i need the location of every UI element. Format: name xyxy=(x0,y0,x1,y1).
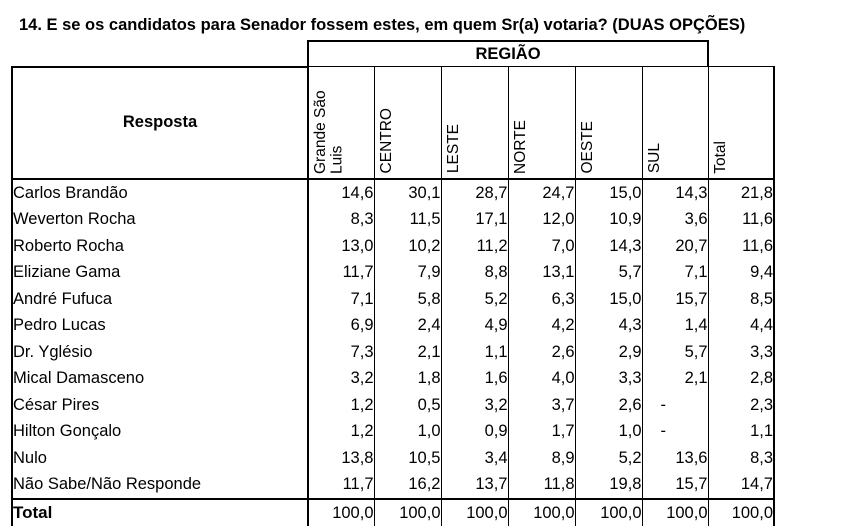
table-row xyxy=(12,365,774,392)
table-cell: 16,2 xyxy=(374,471,441,499)
table-cell: 100,0 xyxy=(708,499,774,526)
table-row xyxy=(12,392,774,419)
table-cell: 4,3 xyxy=(575,312,642,339)
column-header-norte xyxy=(508,67,575,179)
table-row xyxy=(12,445,774,472)
row-header: Resposta xyxy=(12,67,308,179)
table-cell: 6,9 xyxy=(308,312,374,339)
table-cell: 8,3 xyxy=(708,445,774,472)
table-cell: 8,5 xyxy=(708,286,774,313)
table-cell: 2,6 xyxy=(508,339,575,366)
column-header-centro xyxy=(374,67,441,179)
table-cell: 8,3 xyxy=(308,206,374,233)
table-cell: 20,7 xyxy=(642,233,708,260)
row-label: Eliziane Gama xyxy=(12,259,308,286)
column-label: OESTE xyxy=(580,121,596,174)
table-cell: 8,9 xyxy=(508,445,575,472)
row-label: Não Sabe/Não Responde xyxy=(12,471,308,499)
row-label: Carlos Brandão xyxy=(12,179,308,207)
table-cell: 2,9 xyxy=(575,339,642,366)
table-cell: 3,6 xyxy=(642,206,708,233)
row-label: Weverton Rocha xyxy=(12,206,308,233)
table-cell: 14,3 xyxy=(575,233,642,260)
table-cell: 13,0 xyxy=(308,233,374,260)
table-cell: 14,7 xyxy=(708,471,774,499)
column-label: LESTE xyxy=(446,124,462,173)
table-cell: 15,7 xyxy=(642,286,708,313)
column-header-oeste xyxy=(575,67,642,179)
table-cell: 11,8 xyxy=(508,471,575,499)
table-cell: 0,5 xyxy=(374,392,441,419)
table-cell: 2,3 xyxy=(708,392,774,419)
table-cell: 3,2 xyxy=(441,392,508,419)
table-cell: - xyxy=(642,392,708,419)
table-cell: 11,5 xyxy=(374,206,441,233)
table-cell: 11,7 xyxy=(308,259,374,286)
table-cell: 14,3 xyxy=(642,179,708,207)
table-cell: 1,0 xyxy=(374,418,441,445)
table-cell: 15,0 xyxy=(575,179,642,207)
table-cell: 1,7 xyxy=(508,418,575,445)
table-body xyxy=(12,179,774,526)
table-cell: - xyxy=(642,418,708,445)
table-cell: 5,2 xyxy=(441,286,508,313)
table-cell: 100,0 xyxy=(642,499,708,526)
table-cell: 2,1 xyxy=(642,365,708,392)
table-row xyxy=(12,339,774,366)
group-header-row xyxy=(12,41,774,67)
column-label: CENTRO xyxy=(379,108,395,173)
column-label: Grande São Luis xyxy=(313,74,346,174)
table-row xyxy=(12,259,774,286)
table-cell: 11,7 xyxy=(308,471,374,499)
table-cell: 4,0 xyxy=(508,365,575,392)
table-cell: 7,0 xyxy=(508,233,575,260)
table-row xyxy=(12,471,774,499)
table-row xyxy=(12,418,774,445)
table-cell: 3,4 xyxy=(441,445,508,472)
column-header-sul xyxy=(642,67,708,179)
table-cell: 7,9 xyxy=(374,259,441,286)
table-cell: 4,9 xyxy=(441,312,508,339)
table-cell: 7,1 xyxy=(308,286,374,313)
table-row xyxy=(12,233,774,260)
results-table xyxy=(11,40,775,526)
column-label: Total xyxy=(713,141,729,174)
column-label: NORTE xyxy=(513,120,529,174)
table-cell: 13,7 xyxy=(441,471,508,499)
table-cell: 100,0 xyxy=(508,499,575,526)
table-cell: 17,1 xyxy=(441,206,508,233)
table-cell: 4,4 xyxy=(708,312,774,339)
row-label: Hilton Gonçalo xyxy=(12,418,308,445)
table-cell: 10,9 xyxy=(575,206,642,233)
table-cell: 15,7 xyxy=(642,471,708,499)
table-cell: 5,2 xyxy=(575,445,642,472)
table-cell: 12,0 xyxy=(508,206,575,233)
row-label: Roberto Rocha xyxy=(12,233,308,260)
table-cell: 8,8 xyxy=(441,259,508,286)
table-cell: 1,2 xyxy=(308,392,374,419)
table-cell: 1,6 xyxy=(441,365,508,392)
table-cell: 1,0 xyxy=(575,418,642,445)
table-cell: 14,6 xyxy=(308,179,374,207)
table-cell: 1,1 xyxy=(708,418,774,445)
table-cell: 100,0 xyxy=(441,499,508,526)
table-cell: 7,1 xyxy=(642,259,708,286)
table-cell: 15,0 xyxy=(575,286,642,313)
table-cell: 2,6 xyxy=(575,392,642,419)
table-cell: 3,2 xyxy=(308,365,374,392)
total-row xyxy=(12,499,774,526)
table-cell: 11,6 xyxy=(708,206,774,233)
table-cell: 1,1 xyxy=(441,339,508,366)
table-cell: 13,6 xyxy=(642,445,708,472)
table-cell: 13,1 xyxy=(508,259,575,286)
table-cell: 19,8 xyxy=(575,471,642,499)
table-cell: 21,8 xyxy=(708,179,774,207)
table-cell: 100,0 xyxy=(575,499,642,526)
table-cell: 7,3 xyxy=(308,339,374,366)
table-cell: 5,7 xyxy=(575,259,642,286)
table-cell: 5,8 xyxy=(374,286,441,313)
row-label: Dr. Yglésio xyxy=(12,339,308,366)
column-label: SUL xyxy=(647,143,663,173)
table-cell: 13,8 xyxy=(308,445,374,472)
table-cell: 100,0 xyxy=(308,499,374,526)
row-label: André Fufuca xyxy=(12,286,308,313)
table-cell: 2,1 xyxy=(374,339,441,366)
table-cell: 4,2 xyxy=(508,312,575,339)
table-cell: 10,2 xyxy=(374,233,441,260)
column-header-row xyxy=(12,67,774,179)
table-cell: 30,1 xyxy=(374,179,441,207)
table-cell: 1,2 xyxy=(308,418,374,445)
table-cell: 3,3 xyxy=(575,365,642,392)
table-cell: 24,7 xyxy=(508,179,575,207)
table-cell: 5,7 xyxy=(642,339,708,366)
table-cell: 11,6 xyxy=(708,233,774,260)
column-header-leste xyxy=(441,67,508,179)
column-header-total xyxy=(708,67,774,179)
table-cell: 28,7 xyxy=(441,179,508,207)
region-group-header: REGIÃO xyxy=(308,41,708,67)
table-cell: 3,3 xyxy=(708,339,774,366)
table-row xyxy=(12,312,774,339)
table-cell: 0,9 xyxy=(441,418,508,445)
column-header-grande-sao-luis xyxy=(308,67,374,179)
table-cell: 9,4 xyxy=(708,259,774,286)
table-row xyxy=(12,286,774,313)
table-cell: 6,3 xyxy=(508,286,575,313)
table-row xyxy=(12,179,774,207)
question-title: 14. E se os candidatos para Senador fossem estes, em quem Sr(a) votaria? (DUAS OPÇÕES) xyxy=(19,16,745,35)
table-cell: 2,4 xyxy=(374,312,441,339)
table-cell: 100,0 xyxy=(374,499,441,526)
row-label: Mical Damasceno xyxy=(12,365,308,392)
table-row xyxy=(12,206,774,233)
row-label: Nulo xyxy=(12,445,308,472)
table-cell: 1,8 xyxy=(374,365,441,392)
table-cell: 11,2 xyxy=(441,233,508,260)
table-cell: 1,4 xyxy=(642,312,708,339)
row-label: Pedro Lucas xyxy=(12,312,308,339)
row-label: César Pires xyxy=(12,392,308,419)
table-cell: 2,8 xyxy=(708,365,774,392)
total-label: Total xyxy=(12,499,308,526)
table-cell: 10,5 xyxy=(374,445,441,472)
table-cell: 3,7 xyxy=(508,392,575,419)
